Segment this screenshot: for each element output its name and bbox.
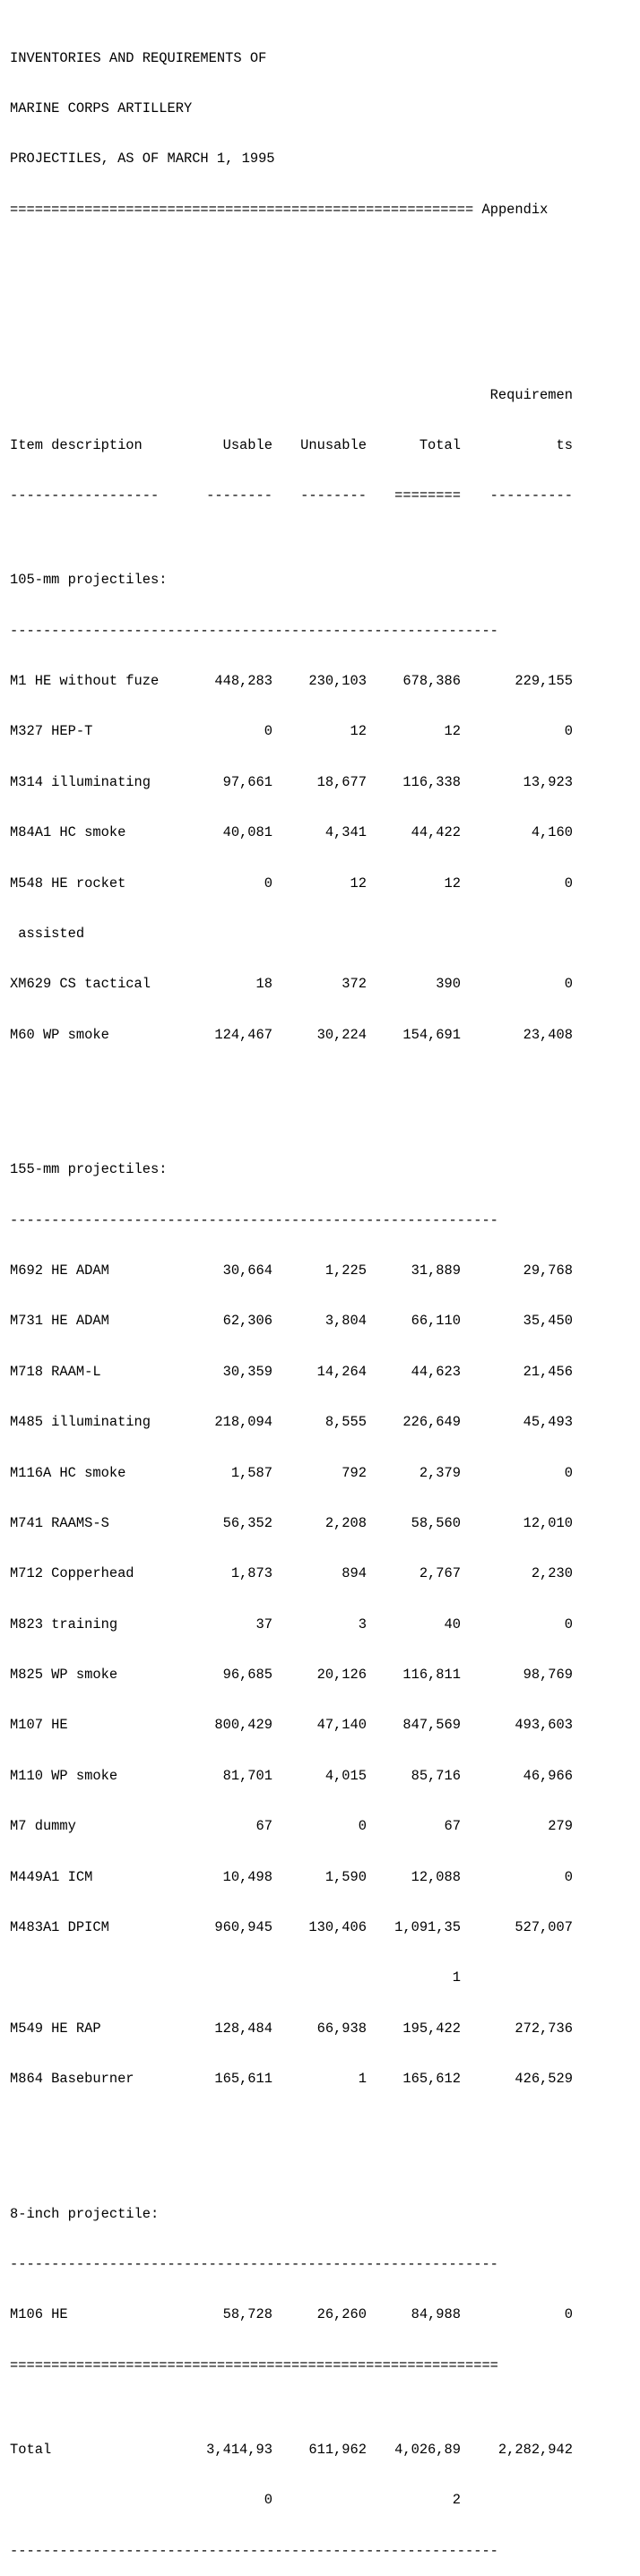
row-unusable: 3 [358,1615,367,1633]
row-requirements: 2,230 [531,1565,573,1582]
total-unusable: 611,962 [308,2441,367,2458]
row-requirements: 45,493 [523,1414,573,1431]
table-row [10,1313,573,1330]
row-usable: 58,728 [222,2306,272,2323]
table-row-continuation [10,926,573,943]
row-unusable: 792 [342,1464,367,1481]
table-row [10,1364,573,1381]
row-item: M7 dummy [10,1818,76,1835]
row-requirements: 279 [548,1818,573,1835]
table-row [10,1818,573,1835]
row-requirements: 29,768 [523,1262,573,1279]
table-row [10,2306,573,2323]
section-rule: ----------------------------------------------------------- [10,622,498,639]
row-usable: 218,094 [214,1414,272,1431]
row-item: M483A1 DPICM [10,1919,109,1936]
blank-line [10,252,573,269]
row-usable: 30,359 [222,1363,272,1380]
row-usable: 97,661 [222,773,272,790]
row-usable: 124,467 [214,1026,272,1043]
row-requirements: 4,160 [531,824,573,841]
row-total: 67 [444,1818,461,1835]
blank-line [10,2122,573,2139]
row-unusable: 0 [358,1818,367,1835]
table-row [10,1465,573,1482]
row-requirements: 527,007 [515,1919,573,1936]
row-item-continuation: assisted [10,926,85,943]
row-total: 154,691 [402,1026,461,1043]
row-total: 58,560 [411,1514,461,1531]
appendix-rule: ======================================================== [10,201,474,218]
row-usable: 165,611 [214,2071,272,2088]
total-row [10,2442,573,2459]
row-requirements: 12,010 [523,1514,573,1531]
row-unusable: 66,938 [316,2020,367,2037]
total-rule: =========================================================== [10,2356,498,2374]
row-item: M107 HE [10,1717,68,1734]
row-requirements: 0 [564,1464,573,1481]
appendix-line [10,202,573,219]
row-requirements: 0 [564,874,573,892]
row-usable: 62,306 [222,1313,272,1330]
row-requirements: 0 [564,723,573,740]
row-requirements: 0 [564,1615,573,1633]
row-total: 66,110 [411,1313,461,1330]
row-unusable: 26,260 [316,2306,367,2323]
row-total: 165,612 [402,2071,461,2088]
total-total: 4,026,89 [394,2441,461,2458]
total-row-continuation [10,2492,573,2509]
table-row [10,2020,573,2038]
row-usable: 40,081 [222,824,272,841]
header-rule-item: ------------------ [10,487,160,504]
section-rule: ----------------------------------------------------------- [10,1211,498,1228]
row-item: M718 RAAM-L [10,1363,101,1380]
header-requirements-part2: ts [556,436,573,453]
table-row [10,723,573,740]
row-total: 116,338 [402,773,461,790]
row-total: 40 [444,1615,461,1633]
row-unusable: 1,590 [324,1868,367,1885]
header-rule-usable: -------- [206,487,272,504]
row-usable: 67 [255,1818,272,1835]
row-item: M106 HE [10,2306,68,2323]
table-row [10,2071,573,2088]
header-row-top [10,387,573,404]
table-row [10,1869,573,1886]
row-item: M825 WP smoke [10,1667,118,1684]
table-row [10,673,573,690]
row-unusable: 18,677 [316,773,367,790]
table-row [10,875,573,892]
row-total: 12,088 [411,1868,461,1885]
row-item: M823 training [10,1615,118,1633]
row-usable: 0 [264,874,272,892]
row-requirements: 35,450 [523,1313,573,1330]
row-total: 390 [436,976,461,993]
report-document [10,16,573,2576]
appendix-label: Appendix [481,201,549,218]
section-rule: ----------------------------------------------------------- [10,2255,498,2272]
row-usable: 81,701 [222,1767,272,1784]
row-requirements: 13,923 [523,773,573,790]
row-total: 12 [444,723,461,740]
table-row [10,824,573,841]
total-label: Total [10,2441,52,2458]
row-total: 678,386 [402,673,461,690]
row-unusable: 230,103 [308,673,367,690]
row-unusable: 4,015 [324,1767,367,1784]
row-total: 12 [444,874,461,892]
row-total: 31,889 [411,1262,461,1279]
row-requirements: 0 [564,2306,573,2323]
row-usable: 128,484 [214,2020,272,2037]
row-requirements: 229,155 [515,673,573,690]
row-unusable: 2,208 [324,1514,367,1531]
table-row [10,1667,573,1684]
row-usable: 800,429 [214,1717,272,1734]
header-total: Total [419,436,461,453]
row-unusable: 1,225 [324,1262,367,1279]
blank-line [10,1077,573,1094]
row-unusable: 1 [358,2071,367,2088]
total-total-continuation: 2 [452,2492,461,2509]
row-item: M314 illuminating [10,773,151,790]
row-usable: 960,945 [214,1919,272,1936]
row-usable: 18 [255,976,272,993]
row-usable: 56,352 [222,1514,272,1531]
header-item-description: Item description [10,436,143,453]
row-unusable: 12 [350,874,367,892]
header-row [10,437,573,454]
row-item: XM629 CS tactical [10,976,151,993]
total-usable: 3,414,93 [206,2441,272,2458]
row-item: M741 RAAMS-S [10,1514,109,1531]
row-unusable: 12 [350,723,367,740]
table-row [10,1919,573,1936]
header-rule-total: ======== [394,487,461,504]
table-row [10,1565,573,1582]
row-total-continuation: 1 [452,1969,461,1986]
row-usable: 448,283 [214,673,272,690]
row-total: 847,569 [402,1717,461,1734]
header-usable: Usable [222,436,272,453]
row-item: M712 Copperhead [10,1565,134,1582]
header-requirements-part1: Requiremen [489,386,573,403]
row-unusable: 30,224 [316,1026,367,1043]
row-requirements: 426,529 [515,2071,573,2088]
row-usable: 30,664 [222,1262,272,1279]
header-unusable: Unusable [300,436,367,453]
table-row [10,1616,573,1633]
row-usable: 0 [264,723,272,740]
row-total: 195,422 [402,2020,461,2037]
row-total: 2,379 [419,1464,461,1481]
total-requirements: 2,282,942 [497,2441,573,2458]
row-item: M731 HE ADAM [10,1313,109,1330]
table-row [10,1717,573,1734]
row-total: 85,716 [411,1767,461,1784]
report-title-line-2: MARINE CORPS ARTILLERY [10,99,193,116]
row-requirements: 0 [564,976,573,993]
table-row [10,1768,573,1785]
report-title-line-3: PROJECTILES, AS OF MARCH 1, 1995 [10,151,275,168]
row-item: M327 HEP-T [10,723,93,740]
row-requirements: 0 [564,1868,573,1885]
row-item: M84A1 HC smoke [10,824,126,841]
row-unusable: 130,406 [308,1919,367,1936]
row-unusable: 3,804 [324,1313,367,1330]
row-total: 84,988 [411,2306,461,2323]
table-row [10,1262,573,1279]
row-requirements: 272,736 [515,2020,573,2037]
row-usable: 96,685 [222,1667,272,1684]
row-usable: 1,587 [230,1464,272,1481]
row-unusable: 14,264 [316,1363,367,1380]
end-rule: ----------------------------------------------------------- [10,2542,498,2559]
row-item: M60 WP smoke [10,1026,109,1043]
blank-line [10,303,573,320]
table-row [10,1414,573,1431]
row-total: 44,422 [411,824,461,841]
section-title-155mm: 155-mm projectiles: [10,1161,168,1178]
table-row [10,774,573,791]
row-item: M692 HE ADAM [10,1262,109,1279]
row-item: M116A HC smoke [10,1464,126,1481]
row-item: M864 Baseburner [10,2071,134,2088]
header-underline [10,487,573,504]
table-row [10,976,573,993]
row-usable: 37 [255,1615,272,1633]
row-unusable: 372 [342,976,367,993]
row-unusable: 20,126 [316,1667,367,1684]
row-unusable: 47,140 [316,1717,367,1734]
row-item: M1 HE without fuze [10,673,160,690]
header-rule-unusable: -------- [300,487,367,504]
row-total: 226,649 [402,1414,461,1431]
row-usable: 10,498 [222,1868,272,1885]
table-row [10,1515,573,1532]
row-item: M485 illuminating [10,1414,151,1431]
row-item: M548 HE rocket [10,874,126,892]
table-row [10,1027,573,1044]
section-title-105mm: 105-mm projectiles: [10,572,168,589]
header-rule-requirements: ---------- [489,487,573,504]
row-total: 1,091,35 [394,1919,461,1936]
row-requirements: 23,408 [523,1026,573,1043]
row-item: M549 HE RAP [10,2020,101,2037]
row-unusable: 8,555 [324,1414,367,1431]
row-unusable: 4,341 [324,824,367,841]
row-requirements: 493,603 [515,1717,573,1734]
row-requirements: 46,966 [523,1767,573,1784]
row-item: M110 WP smoke [10,1767,118,1784]
table-row-continuation [10,1969,573,1986]
row-total: 116,811 [402,1667,461,1684]
row-requirements: 21,456 [523,1363,573,1380]
row-total: 44,623 [411,1363,461,1380]
row-usable: 1,873 [230,1565,272,1582]
total-usable-continuation: 0 [264,2492,272,2509]
section-title-8inch: 8-inch projectile: [10,2205,160,2222]
row-item: M449A1 ICM [10,1868,93,1885]
row-unusable: 894 [342,1565,367,1582]
report-title-line-1: INVENTORIES AND REQUIREMENTS OF [10,49,267,66]
row-total: 2,767 [419,1565,461,1582]
row-requirements: 98,769 [523,1667,573,1684]
